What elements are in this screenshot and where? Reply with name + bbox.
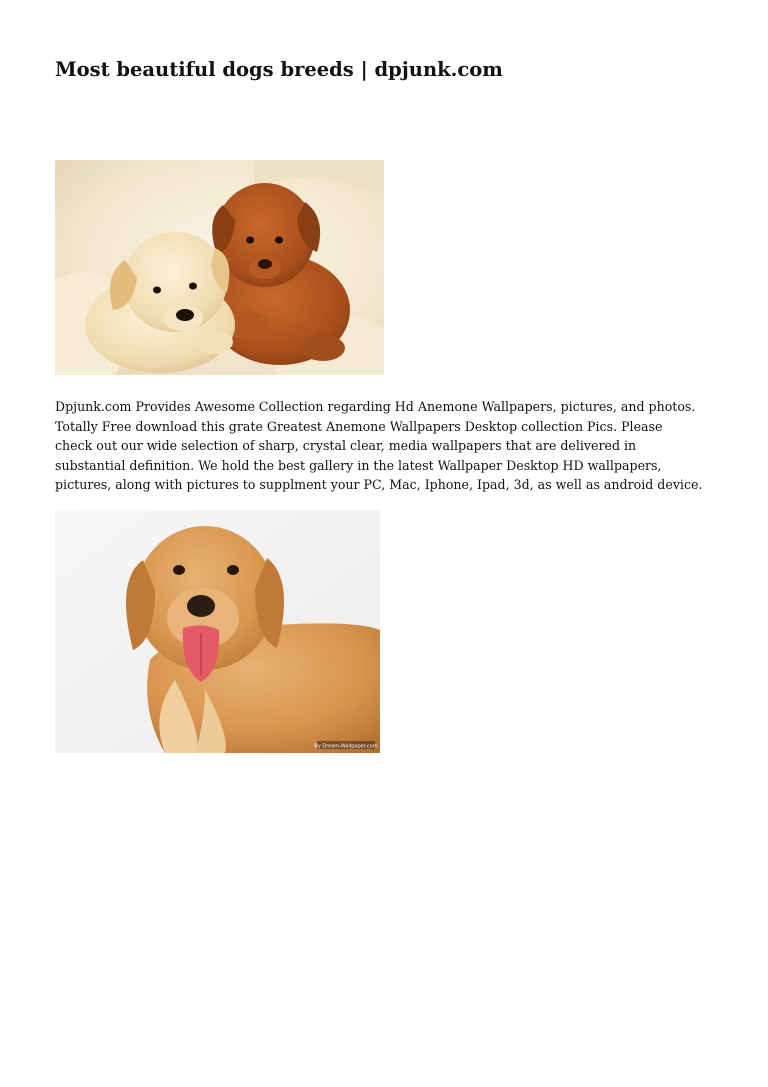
paragraph-line: Dpjunk.com Provides Awesome Collection regarding Hd Anemone Wallpapers, pictures, and photos.	[55, 399, 696, 414]
puppies-photo	[55, 160, 384, 375]
body-paragraph	[55, 397, 725, 495]
paragraph-line: pictures, along with pictures to supplment your PC, Mac, Iphone, Ipad, 3d, as well as android device.	[55, 477, 703, 493]
paragraph-line: Totally Free download this grate Greatest Anemone Wallpapers Desktop collection Pics. Please	[55, 418, 663, 434]
paragraph-line: check out our wide selection of sharp, crystal clear, media wallpapers that are delivered in	[55, 438, 637, 454]
golden-retriever-photo	[55, 510, 380, 753]
paragraph-line: substantial definition. We hold the best gallery in the latest Wallpaper Desktop HD wallpapers,	[55, 457, 662, 473]
watermark-text: By Dream-Wallpaper.com	[314, 743, 378, 750]
page-title: Most beautiful dogs breeds | dpjunk.com	[55, 58, 503, 81]
